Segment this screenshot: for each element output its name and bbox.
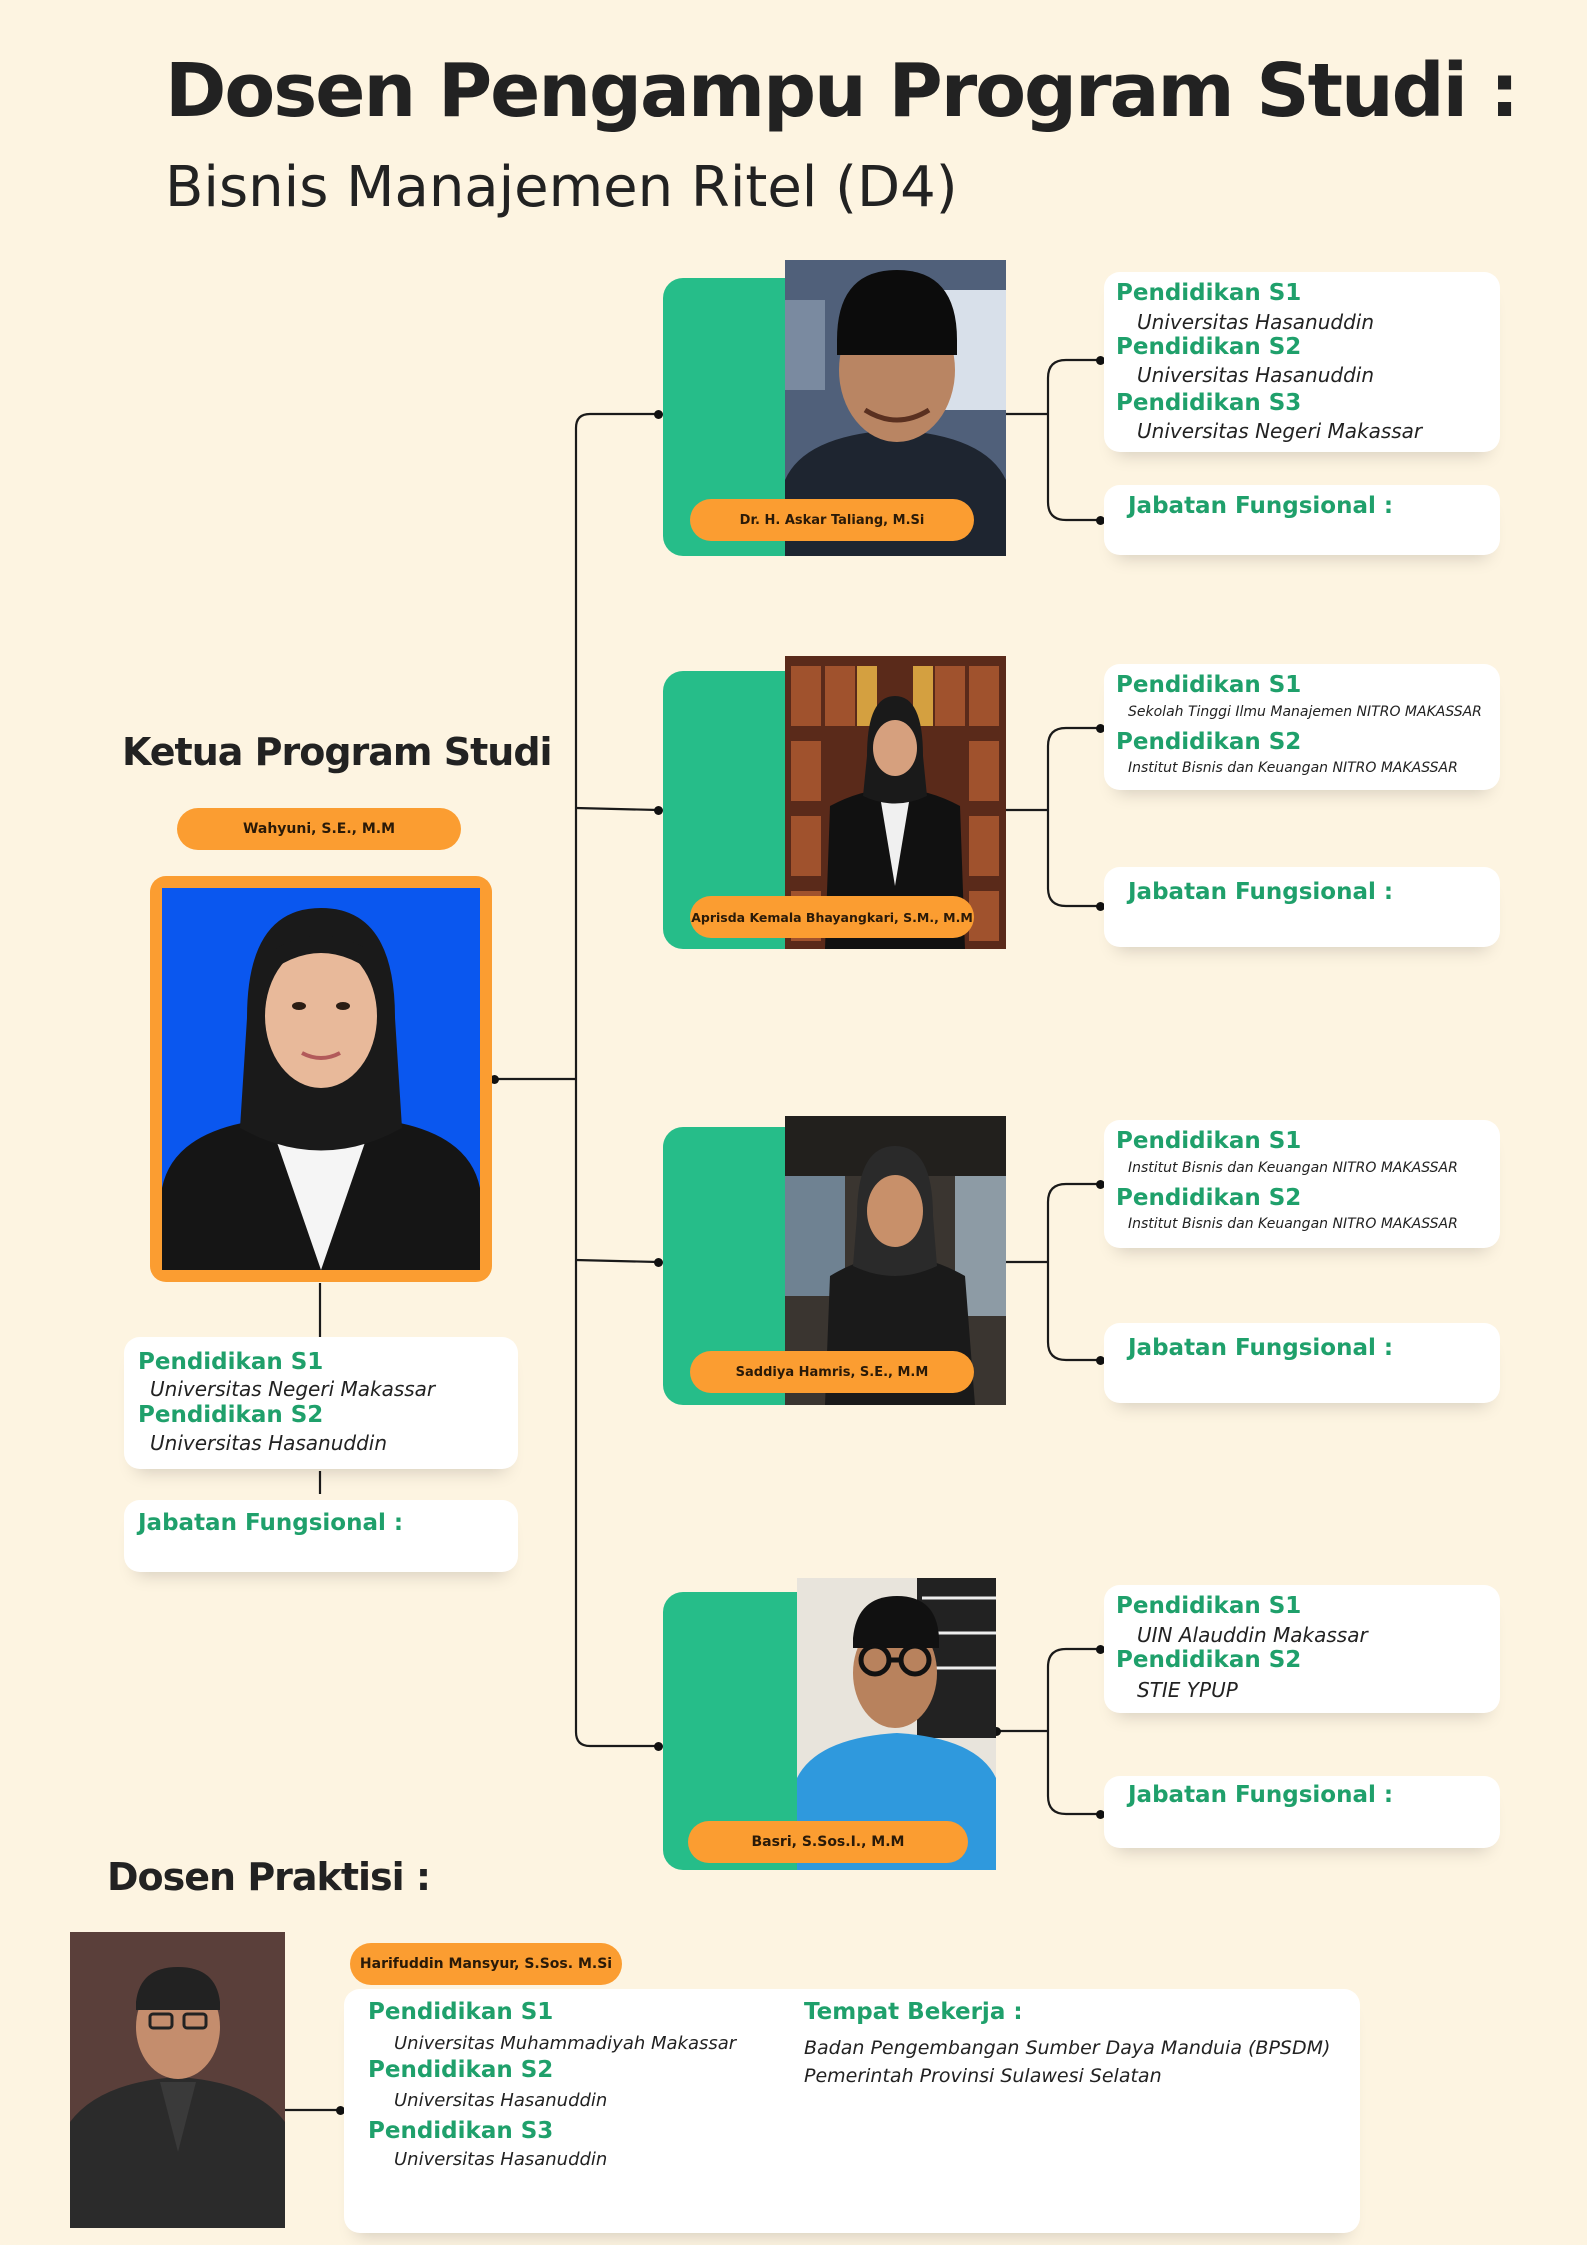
praktisi-heading: Dosen Praktisi :	[107, 1855, 431, 1899]
page-subtitle: Bisnis Manajemen Ritel (D4)	[165, 155, 958, 220]
connector-dot	[654, 806, 663, 815]
edu-level-label: Pendidikan S3	[1116, 390, 1302, 416]
edu-level-label: Pendidikan S1	[1116, 672, 1302, 698]
lecturer-jabatan-card	[1104, 485, 1500, 555]
ketua-heading: Ketua Program Studi	[122, 730, 552, 774]
edu-level-label: Pendidikan S2	[1116, 334, 1302, 360]
edu-level-label: Pendidikan S1	[138, 1349, 324, 1375]
edu-level-label: Pendidikan S3	[368, 2118, 554, 2144]
edu-institution: Institut Bisnis dan Keuangan NITRO MAKASSAR	[1128, 1216, 1458, 1232]
lecturer-jabatan-card	[1104, 867, 1500, 947]
lecturer-education-card	[1104, 1120, 1500, 1248]
edu-level-label: Pendidikan S2	[138, 1402, 324, 1428]
connector-dot	[654, 1258, 663, 1267]
edu-institution: UIN Alauddin Makassar	[1137, 1623, 1368, 1647]
jabatan-label: Jabatan Fungsional :	[138, 1510, 404, 1536]
person-photo-icon	[70, 1932, 285, 2228]
jabatan-label: Jabatan Fungsional :	[1128, 879, 1394, 905]
edu-institution: Universitas Negeri Makassar	[150, 1377, 436, 1401]
lecturer-education-card	[1104, 272, 1500, 452]
edu-institution: Institut Bisnis dan Keuangan NITRO MAKASSAR	[1128, 1160, 1458, 1176]
edu-institution: Universitas Hasanuddin	[394, 2149, 608, 2170]
lecturer-name-badge: Saddiya Hamris, S.E., M.M	[690, 1351, 974, 1393]
lecturer-education-card	[1104, 1585, 1500, 1713]
page-title: Dosen Pengampu Program Studi :	[165, 48, 1518, 134]
edu-institution: Universitas Negeri Makassar	[1137, 419, 1423, 443]
person-photo-icon	[162, 888, 480, 1270]
edu-level-label: Pendidikan S1	[1116, 1593, 1302, 1619]
lecturer-education-card	[1104, 664, 1500, 790]
edu-institution: Institut Bisnis dan Keuangan NITRO MAKASSAR	[1128, 760, 1458, 776]
edu-institution: Universitas Hasanuddin	[1137, 363, 1375, 387]
edu-level-label: Pendidikan S2	[1116, 1647, 1302, 1673]
praktisi-info-card	[344, 1989, 1360, 2233]
workplace-line: Pemerintah Provinsi Sulawesi Selatan	[804, 2065, 1162, 2087]
lecturer-name-badge: Basri, S.Sos.I., M.M	[688, 1821, 968, 1863]
workplace-heading: Tempat Bekerja :	[804, 1999, 1023, 2025]
edu-level-label: Pendidikan S2	[1116, 1185, 1302, 1211]
edu-level-label: Pendidikan S1	[1116, 1128, 1302, 1154]
edu-level-label: Pendidikan S1	[368, 1999, 554, 2025]
connector-dot	[654, 1742, 663, 1751]
lecturer-jabatan-card	[1104, 1776, 1500, 1848]
edu-level-label: Pendidikan S2	[368, 2057, 554, 2083]
edu-level-label: Pendidikan S1	[1116, 280, 1302, 306]
edu-institution: Universitas Hasanuddin	[150, 1431, 388, 1455]
edu-level-label: Pendidikan S2	[1116, 729, 1302, 755]
ketua-name-badge: Wahyuni, S.E., M.M	[177, 808, 461, 850]
ketua-education-card	[124, 1337, 518, 1469]
workplace-line: Badan Pengembangan Sumber Daya Manduia (BPSDM)	[804, 2037, 1331, 2059]
jabatan-label: Jabatan Fungsional :	[1128, 1782, 1394, 1808]
edu-institution: Universitas Hasanuddin	[394, 2090, 608, 2111]
edu-institution: STIE YPUP	[1137, 1678, 1238, 1702]
jabatan-label: Jabatan Fungsional :	[1128, 1335, 1394, 1361]
edu-institution: Universitas Hasanuddin	[1137, 310, 1375, 334]
lecturer-name-badge: Aprisda Kemala Bhayangkari, S.M., M.M	[690, 896, 974, 938]
connector-dot	[654, 410, 663, 419]
ketua-jabatan-card	[124, 1500, 518, 1572]
lecturer-name-badge: Dr. H. Askar Taliang, M.Si	[690, 499, 974, 541]
ketua-photo-frame	[150, 876, 492, 1282]
praktisi-name-badge: Harifuddin Mansyur, S.Sos. M.Si	[350, 1943, 622, 1985]
edu-institution: Universitas Muhammadiyah Makassar	[394, 2033, 737, 2054]
edu-institution: Sekolah Tinggi Ilmu Manajemen NITRO MAKASSAR	[1128, 704, 1482, 720]
jabatan-label: Jabatan Fungsional :	[1128, 493, 1394, 519]
lecturer-jabatan-card	[1104, 1323, 1500, 1403]
